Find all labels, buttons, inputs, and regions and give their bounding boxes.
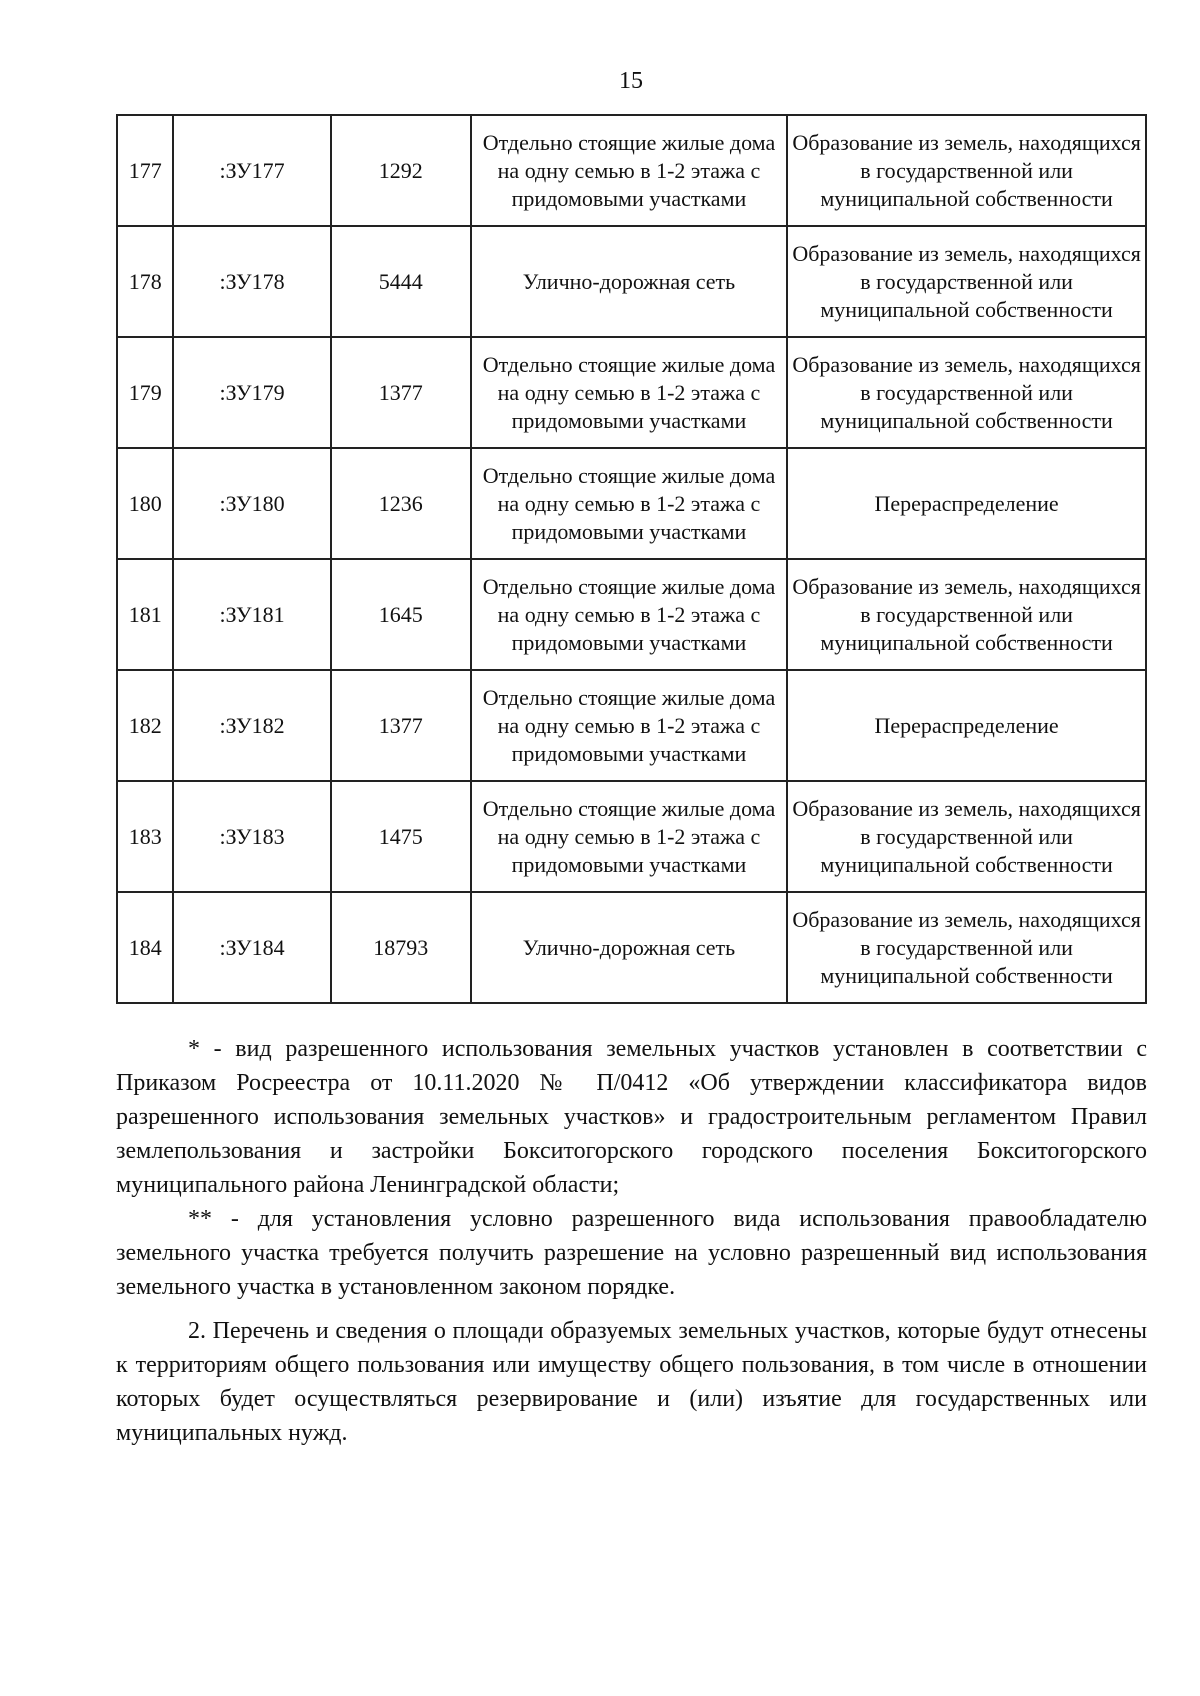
table-row <box>117 559 1146 670</box>
formation-method: Образование из земель, находящихся в государственной или муниципальной собственности <box>787 781 1146 892</box>
land-plots-table <box>116 114 1147 1004</box>
permitted-use: Отдельно стоящие жилые дома на одну семью в 1-2 этажа с придомовыми участками <box>471 670 787 781</box>
row-number: 181 <box>117 559 173 670</box>
formation-method: Образование из земель, находящихся в государственной или муниципальной собственности <box>787 892 1146 1003</box>
table-row <box>117 892 1146 1003</box>
permitted-use: Отдельно стоящие жилые дома на одну семью в 1-2 этажа с придомовыми участками <box>471 559 787 670</box>
table-row <box>117 448 1146 559</box>
footnote-double-asterisk: ** - для установления условно разрешенного вида использования правообладателю земельного участка требуется получить разрешение на условно разрешенный вид использования земельного участка в установленном законом порядке. <box>116 1206 1147 1300</box>
formation-method: Образование из земель, находящихся в государственной или муниципальной собственности <box>787 115 1146 226</box>
plot-code: :ЗУ180 <box>173 448 330 559</box>
formation-method: Перераспределение <box>787 670 1146 781</box>
plot-area: 1292 <box>331 115 471 226</box>
plot-area: 1475 <box>331 781 471 892</box>
footnote-single-asterisk: * - вид разрешенного использования земельных участков установлен в соответствии с Приказом Росреестра от 10.11.2020 № П/0412 «Об утверждении классификатора видов разрешенного использования земельных участков» и градостроительным регламентом Правил землепользования и застройки Бокситогорского городского поселения Бокситогорского муниципального района Ленинградской области; <box>116 1036 1147 1198</box>
table-row <box>117 115 1146 226</box>
plot-code: :ЗУ184 <box>173 892 330 1003</box>
permitted-use: Улично-дорожная сеть <box>471 892 787 1003</box>
row-number: 184 <box>117 892 173 1003</box>
plot-code: :ЗУ177 <box>173 115 330 226</box>
plot-code: :ЗУ183 <box>173 781 330 892</box>
permitted-use: Отдельно стоящие жилые дома на одну семью в 1-2 этажа с придомовыми участками <box>471 115 787 226</box>
plot-area: 18793 <box>331 892 471 1003</box>
plot-area: 5444 <box>331 226 471 337</box>
page-number: 15 <box>619 68 643 94</box>
plot-area: 1377 <box>331 670 471 781</box>
row-number: 182 <box>117 670 173 781</box>
permitted-use: Отдельно стоящие жилые дома на одну семью в 1-2 этажа с придомовыми участками <box>471 337 787 448</box>
plot-code: :ЗУ181 <box>173 559 330 670</box>
plot-code: :ЗУ182 <box>173 670 330 781</box>
row-number: 179 <box>117 337 173 448</box>
permitted-use: Отдельно стоящие жилые дома на одну семью в 1-2 этажа с придомовыми участками <box>471 781 787 892</box>
plot-area: 1377 <box>331 337 471 448</box>
row-number: 183 <box>117 781 173 892</box>
row-number: 180 <box>117 448 173 559</box>
table-row <box>117 337 1146 448</box>
permitted-use: Улично-дорожная сеть <box>471 226 787 337</box>
formation-method: Перераспределение <box>787 448 1146 559</box>
plot-code: :ЗУ178 <box>173 226 330 337</box>
plot-area: 1645 <box>331 559 471 670</box>
formation-method: Образование из земель, находящихся в государственной или муниципальной собственности <box>787 337 1146 448</box>
table-row <box>117 670 1146 781</box>
row-number: 178 <box>117 226 173 337</box>
plot-code: :ЗУ179 <box>173 337 330 448</box>
formation-method: Образование из земель, находящихся в государственной или муниципальной собственности <box>787 559 1146 670</box>
formation-method: Образование из земель, находящихся в государственной или муниципальной собственности <box>787 226 1146 337</box>
footnotes-section <box>116 1032 1147 1450</box>
table-row <box>117 226 1146 337</box>
permitted-use: Отдельно стоящие жилые дома на одну семью в 1-2 этажа с придомовыми участками <box>471 448 787 559</box>
table-row <box>117 781 1146 892</box>
plot-area: 1236 <box>331 448 471 559</box>
section-2-paragraph: 2. Перечень и сведения о площади образуемых земельных участков, которые будут отнесены к территориям общего пользования или имуществу общего пользования, в том числе в отношении которых будет осуществляться резервирование и (или) изъятие для государственных или муниципальных нужд. <box>116 1318 1147 1446</box>
row-number: 177 <box>117 115 173 226</box>
